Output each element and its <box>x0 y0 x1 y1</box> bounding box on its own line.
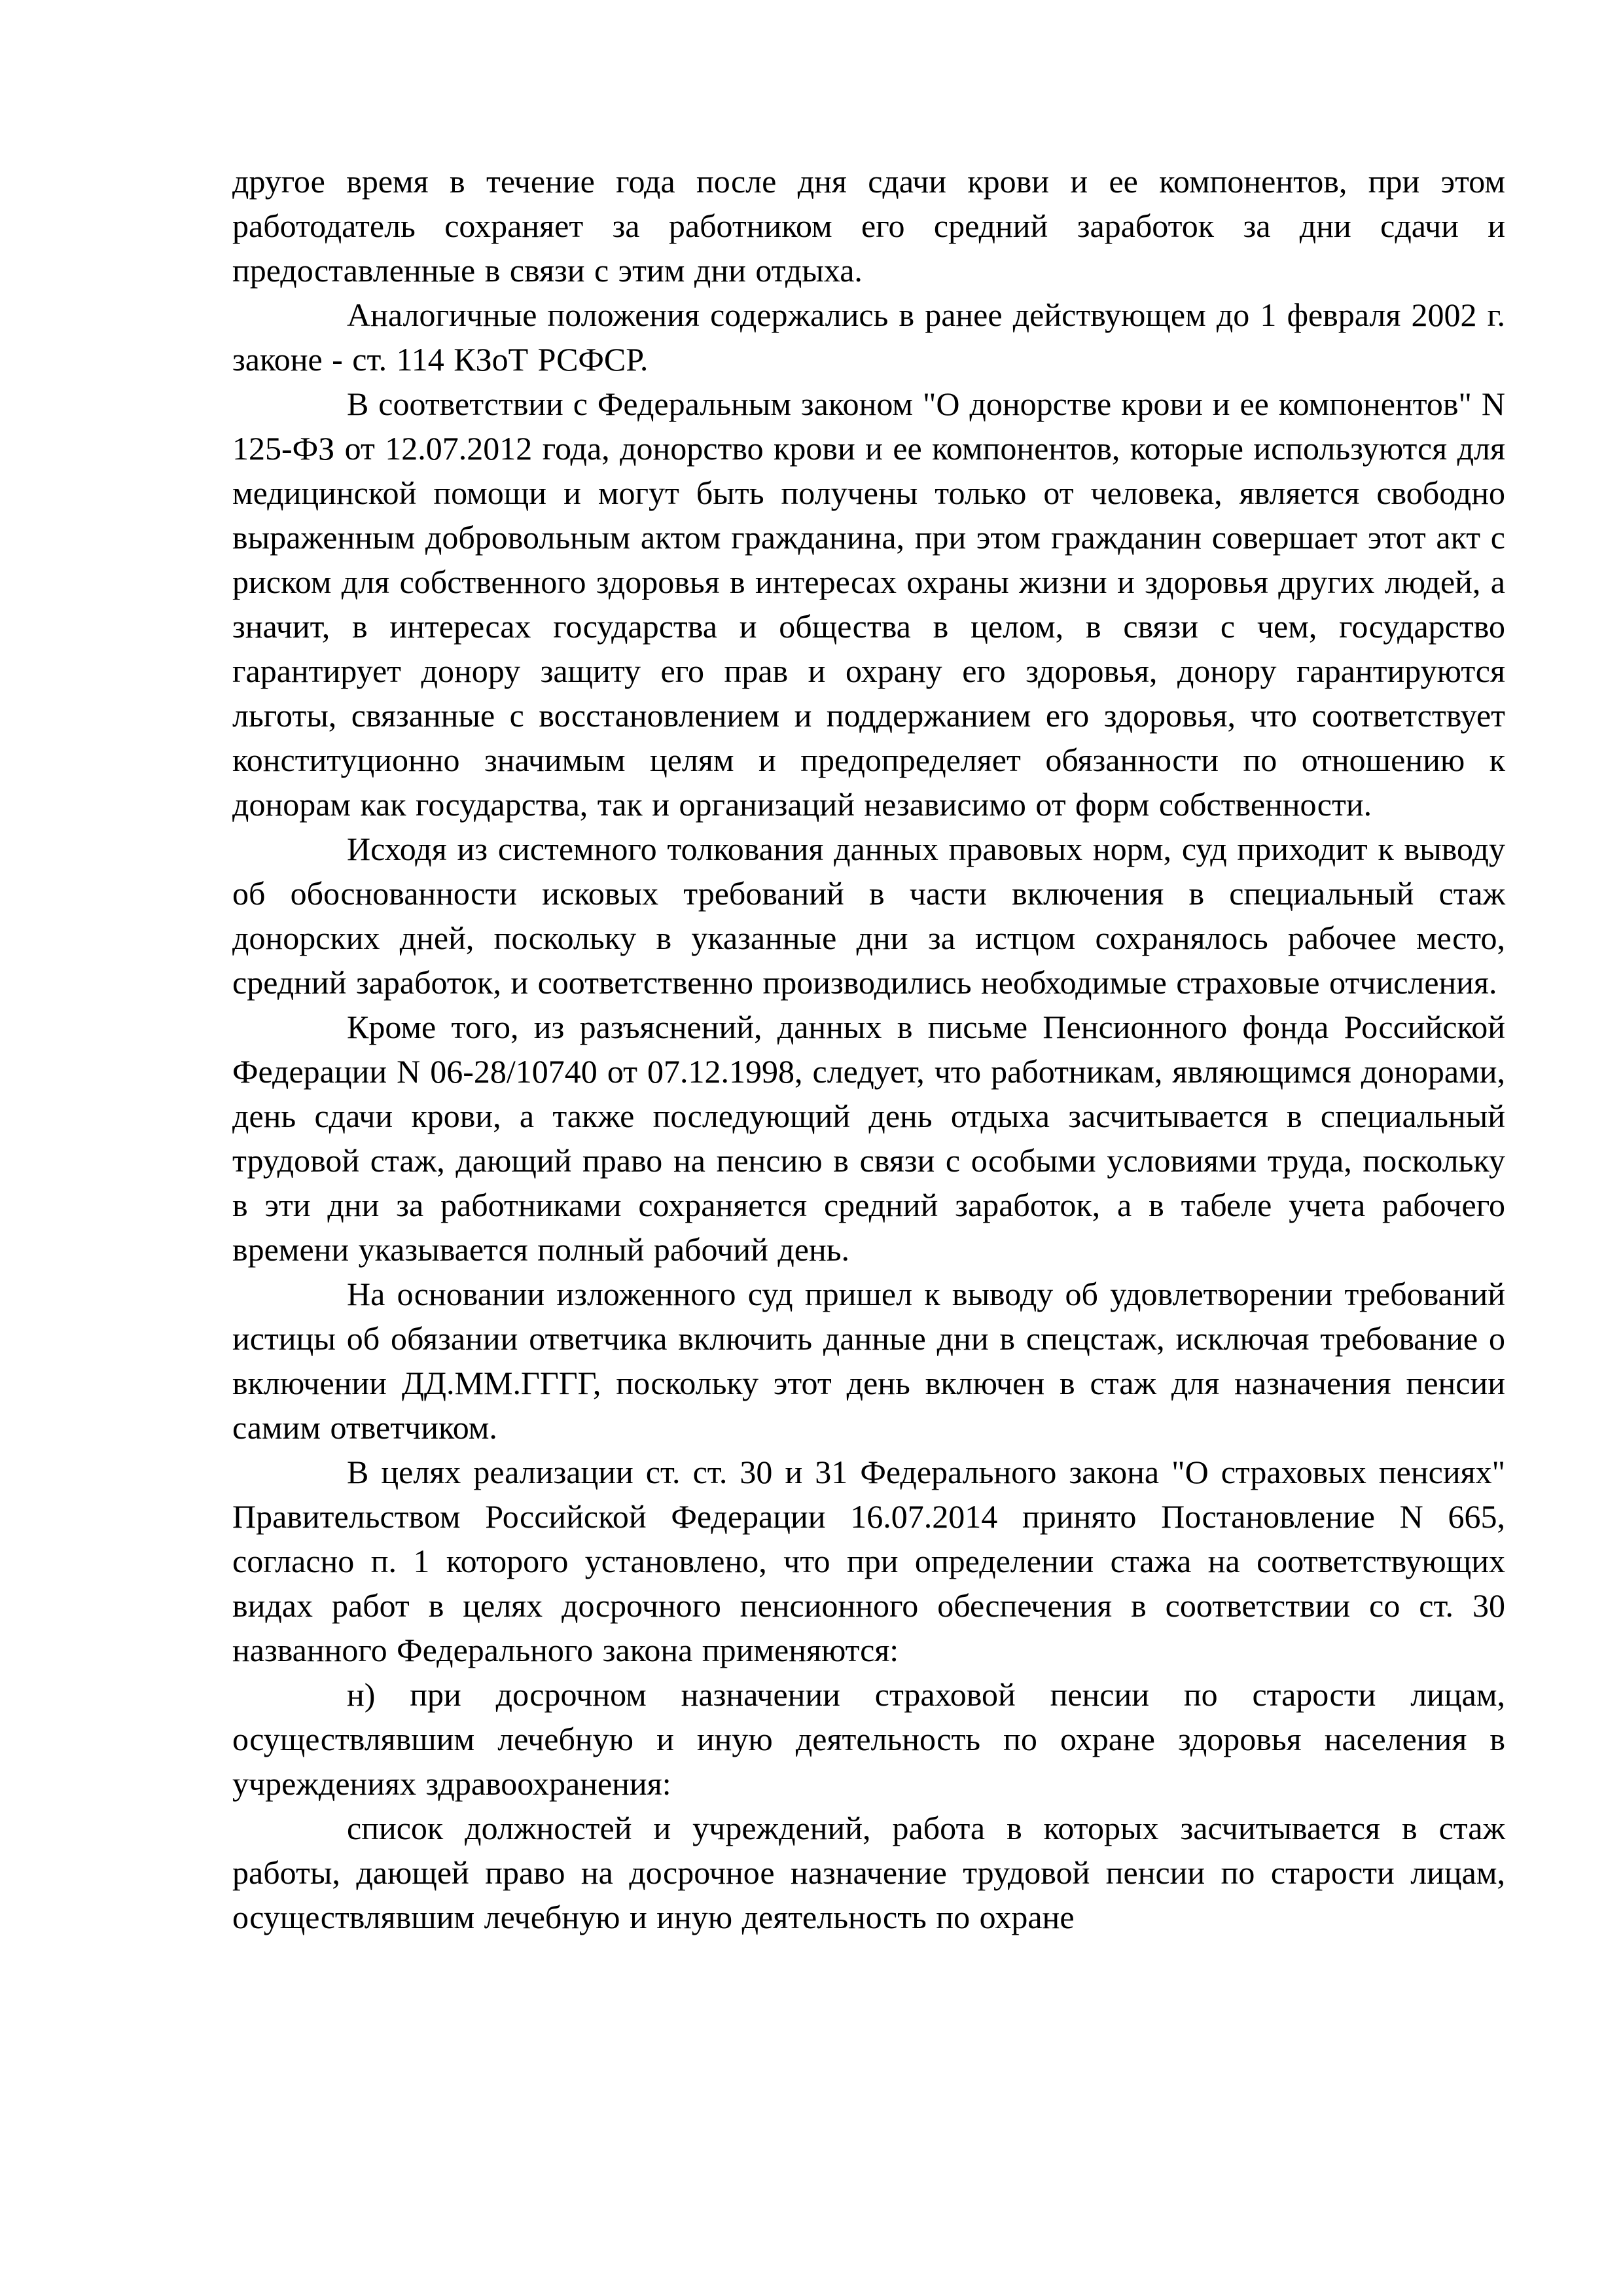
paragraph: Кроме того, из разъяснений, данных в письме Пенсионного фонда Российской Федерации N 06-28/10740 от 07.12.1998, следует, что работникам, являющимся донорами, день сдачи крови, а также последующий день отдыха засчитывается в специальный трудовой стаж, дающий право на пенсию в связи с особыми условиями труда, поскольку в эти дни за работниками сохраняется средний заработок, а в табеле учета рабочего времени указывается полный рабочий день. <box>232 1009 1505 1268</box>
paragraph: Исходя из системного толкования данных правовых норм, суд приходит к выводу об обоснованности исковых требований в части включения в специальный стаж донорских дней, поскольку в указанные дни за истцом сохранялось рабочее место, средний заработок, и соответственно производились необходимые страховые отчисления. <box>232 831 1505 1001</box>
paragraph: Аналогичные положения содержались в ранее действующем до 1 февраля 2002 г. законе - ст. 114 КЗоТ РСФСР. <box>232 296 1505 378</box>
paragraph-continuation: другое время в течение года после дня сдачи крови и ее компонентов, при этом работодатель сохраняет за работником его средний заработок за дни сдачи и предоставленные в связи с этим дни отдыха. <box>232 163 1505 289</box>
paragraph: В соответствии с Федеральным законом "О донорстве крови и ее компонентов" N 125-ФЗ от 12.07.2012 года, донорство крови и ее компонентов, которые используются для медицинской помощи и могут быть получены только от человека, является свободно выраженным добровольным актом гражданина, при этом гражданин совершает этот акт с риском для собственного здоровья в интересах охраны жизни и здоровья других людей, а значит, в интересах государства и общества в целом, в связи с чем, государство гарантирует донору защиту его прав и охрану его здоровья, донору гарантируются льготы, связанные с восстановлением и поддержанием его здоровья, что соответствует конституционно значимым целям и предопределяет обязанности по отношению к донорам как государства, так и организаций независимо от форм собственности. <box>232 386 1505 823</box>
paragraph: н) при досрочном назначении страховой пенсии по старости лицам, осуществлявшим лечебную и иную деятельность по охране здоровья населения в учреждениях здравоохранения: <box>232 1676 1505 1802</box>
paragraph: список должностей и учреждений, работа в которых засчитывается в стаж работы, дающей право на досрочное назначение трудовой пенсии по старости лицам, осуществлявшим лечебную и иную деятельность по охране <box>232 1810 1505 1935</box>
paragraph: В целях реализации ст. ст. 30 и 31 Федерального закона "О страховых пенсиях" Правительством Российской Федерации 16.07.2014 принято Постановление N 665, согласно п. 1 которого установлено, что при определении стажа на соответствующих видах работ в целях досрочного пенсионного обеспечения в соответствии со ст. 30 названного Федерального закона применяются: <box>232 1454 1505 1668</box>
paragraph: На основании изложенного суд пришел к выводу об удовлетворении требований истицы об обязании ответчика включить данные дни в спецстаж, исключая требование о включении ДД.ММ.ГГГГ, поскольку этот день включен в стаж для назначения пенсии самим ответчиком. <box>232 1276 1505 1446</box>
